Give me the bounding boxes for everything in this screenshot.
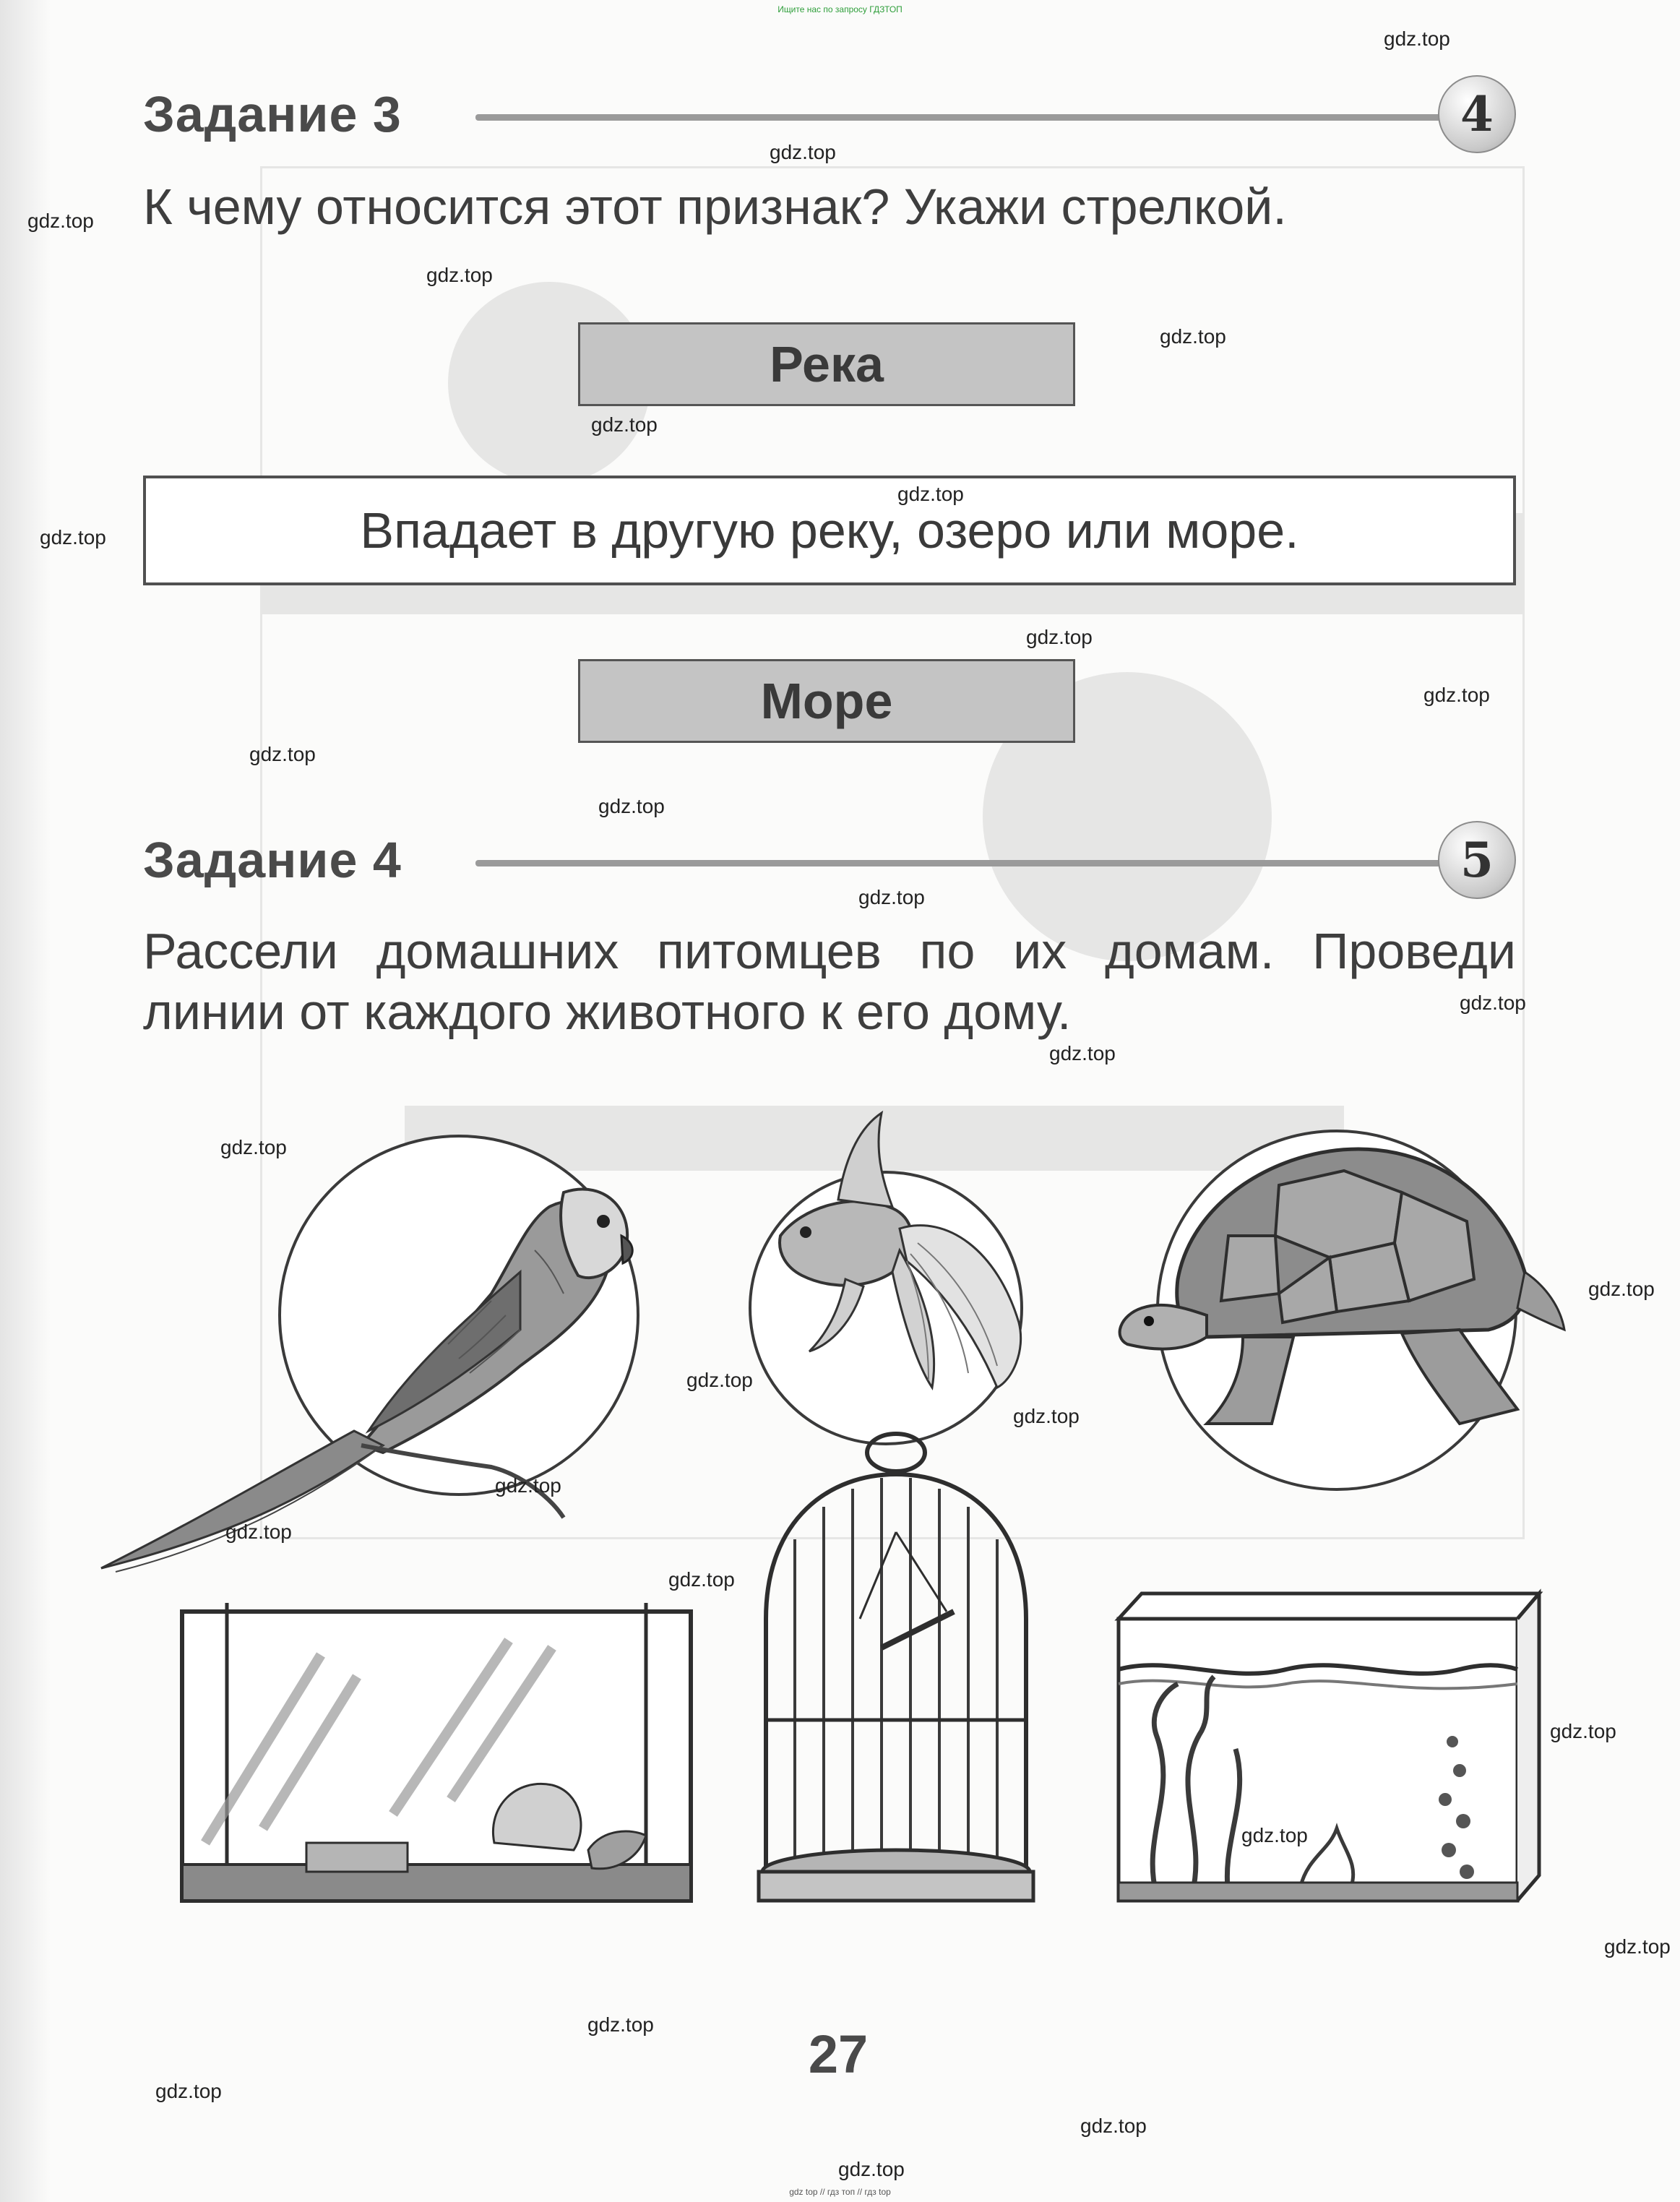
watermark: gdz.top [1384,27,1450,50]
watermark: gdz.top [1026,626,1093,648]
watermark: gdz.top [858,886,925,908]
goldfish-icon[interactable] [737,1106,1041,1409]
task-4-header [143,824,1516,903]
watermark: gdz.top [1588,1278,1655,1300]
word-box-sea[interactable]: Море [578,659,1075,743]
watermark: gdz.top [155,2080,222,2102]
task-4-instruction: Рассели домашних питомцев по их домам. Проведи линии от каждого животного к его дому. [143,923,1516,1040]
watermark: gdz.top [1080,2115,1147,2137]
watermark: gdz.top [668,1568,735,1591]
word-box-river[interactable]: Река [578,322,1075,406]
watermark: gdz.top [838,2158,905,2180]
watermark: gdz.top [598,795,665,817]
watermark: gdz.top [1241,1824,1308,1846]
watermark: gdz.top [495,1474,561,1497]
task-3-rule [475,114,1444,121]
watermark: gdz.top [249,743,316,765]
footer-note: gdz top // гдз топ // гдз top [789,2187,891,2197]
feature-box[interactable]: Впадает в другую реку, озеро или море. [143,476,1516,585]
terrarium-icon[interactable] [176,1597,697,1908]
task-3-instruction: К чему относится этот признак? Укажи стрелкой. [143,179,1287,235]
watermark: gdz.top [686,1369,753,1391]
watermark: gdz.top [1160,325,1226,348]
watermark: gdz.top [1013,1405,1080,1427]
task-3-points-badge: 4 [1438,75,1516,153]
header-note: Ищите нас по запросу ГДЗТОП [777,4,903,14]
task-4-title: Задание 4 [143,832,402,888]
aquarium-icon[interactable] [1113,1590,1546,1908]
watermark: gdz.top [1550,1720,1616,1742]
watermark: gdz.top [40,526,106,549]
watermark: gdz.top [1604,1935,1671,1958]
task-4-points-badge: 5 [1438,821,1516,899]
watermark: gdz.top [897,483,964,505]
watermark: gdz.top [1049,1042,1116,1065]
page-edge-shadow [0,0,51,2202]
watermark: gdz.top [587,2013,654,2036]
watermark: gdz.top [591,413,658,436]
task-3-title: Задание 3 [143,86,402,142]
turtle-icon[interactable] [1098,1135,1568,1445]
watermark: gdz.top [220,1136,287,1158]
budgerigar-icon[interactable] [87,1127,650,1575]
watermark: gdz.top [1423,684,1490,706]
birdcage-icon[interactable] [751,1431,1048,1915]
task-4-rule [475,860,1444,866]
watermark: gdz.top [770,141,836,163]
watermark: gdz.top [225,1521,292,1543]
watermark: gdz.top [1460,992,1526,1014]
watermark: gdz.top [426,264,493,286]
page-number: 27 [808,2024,869,2084]
watermark: gdz.top [27,210,94,232]
